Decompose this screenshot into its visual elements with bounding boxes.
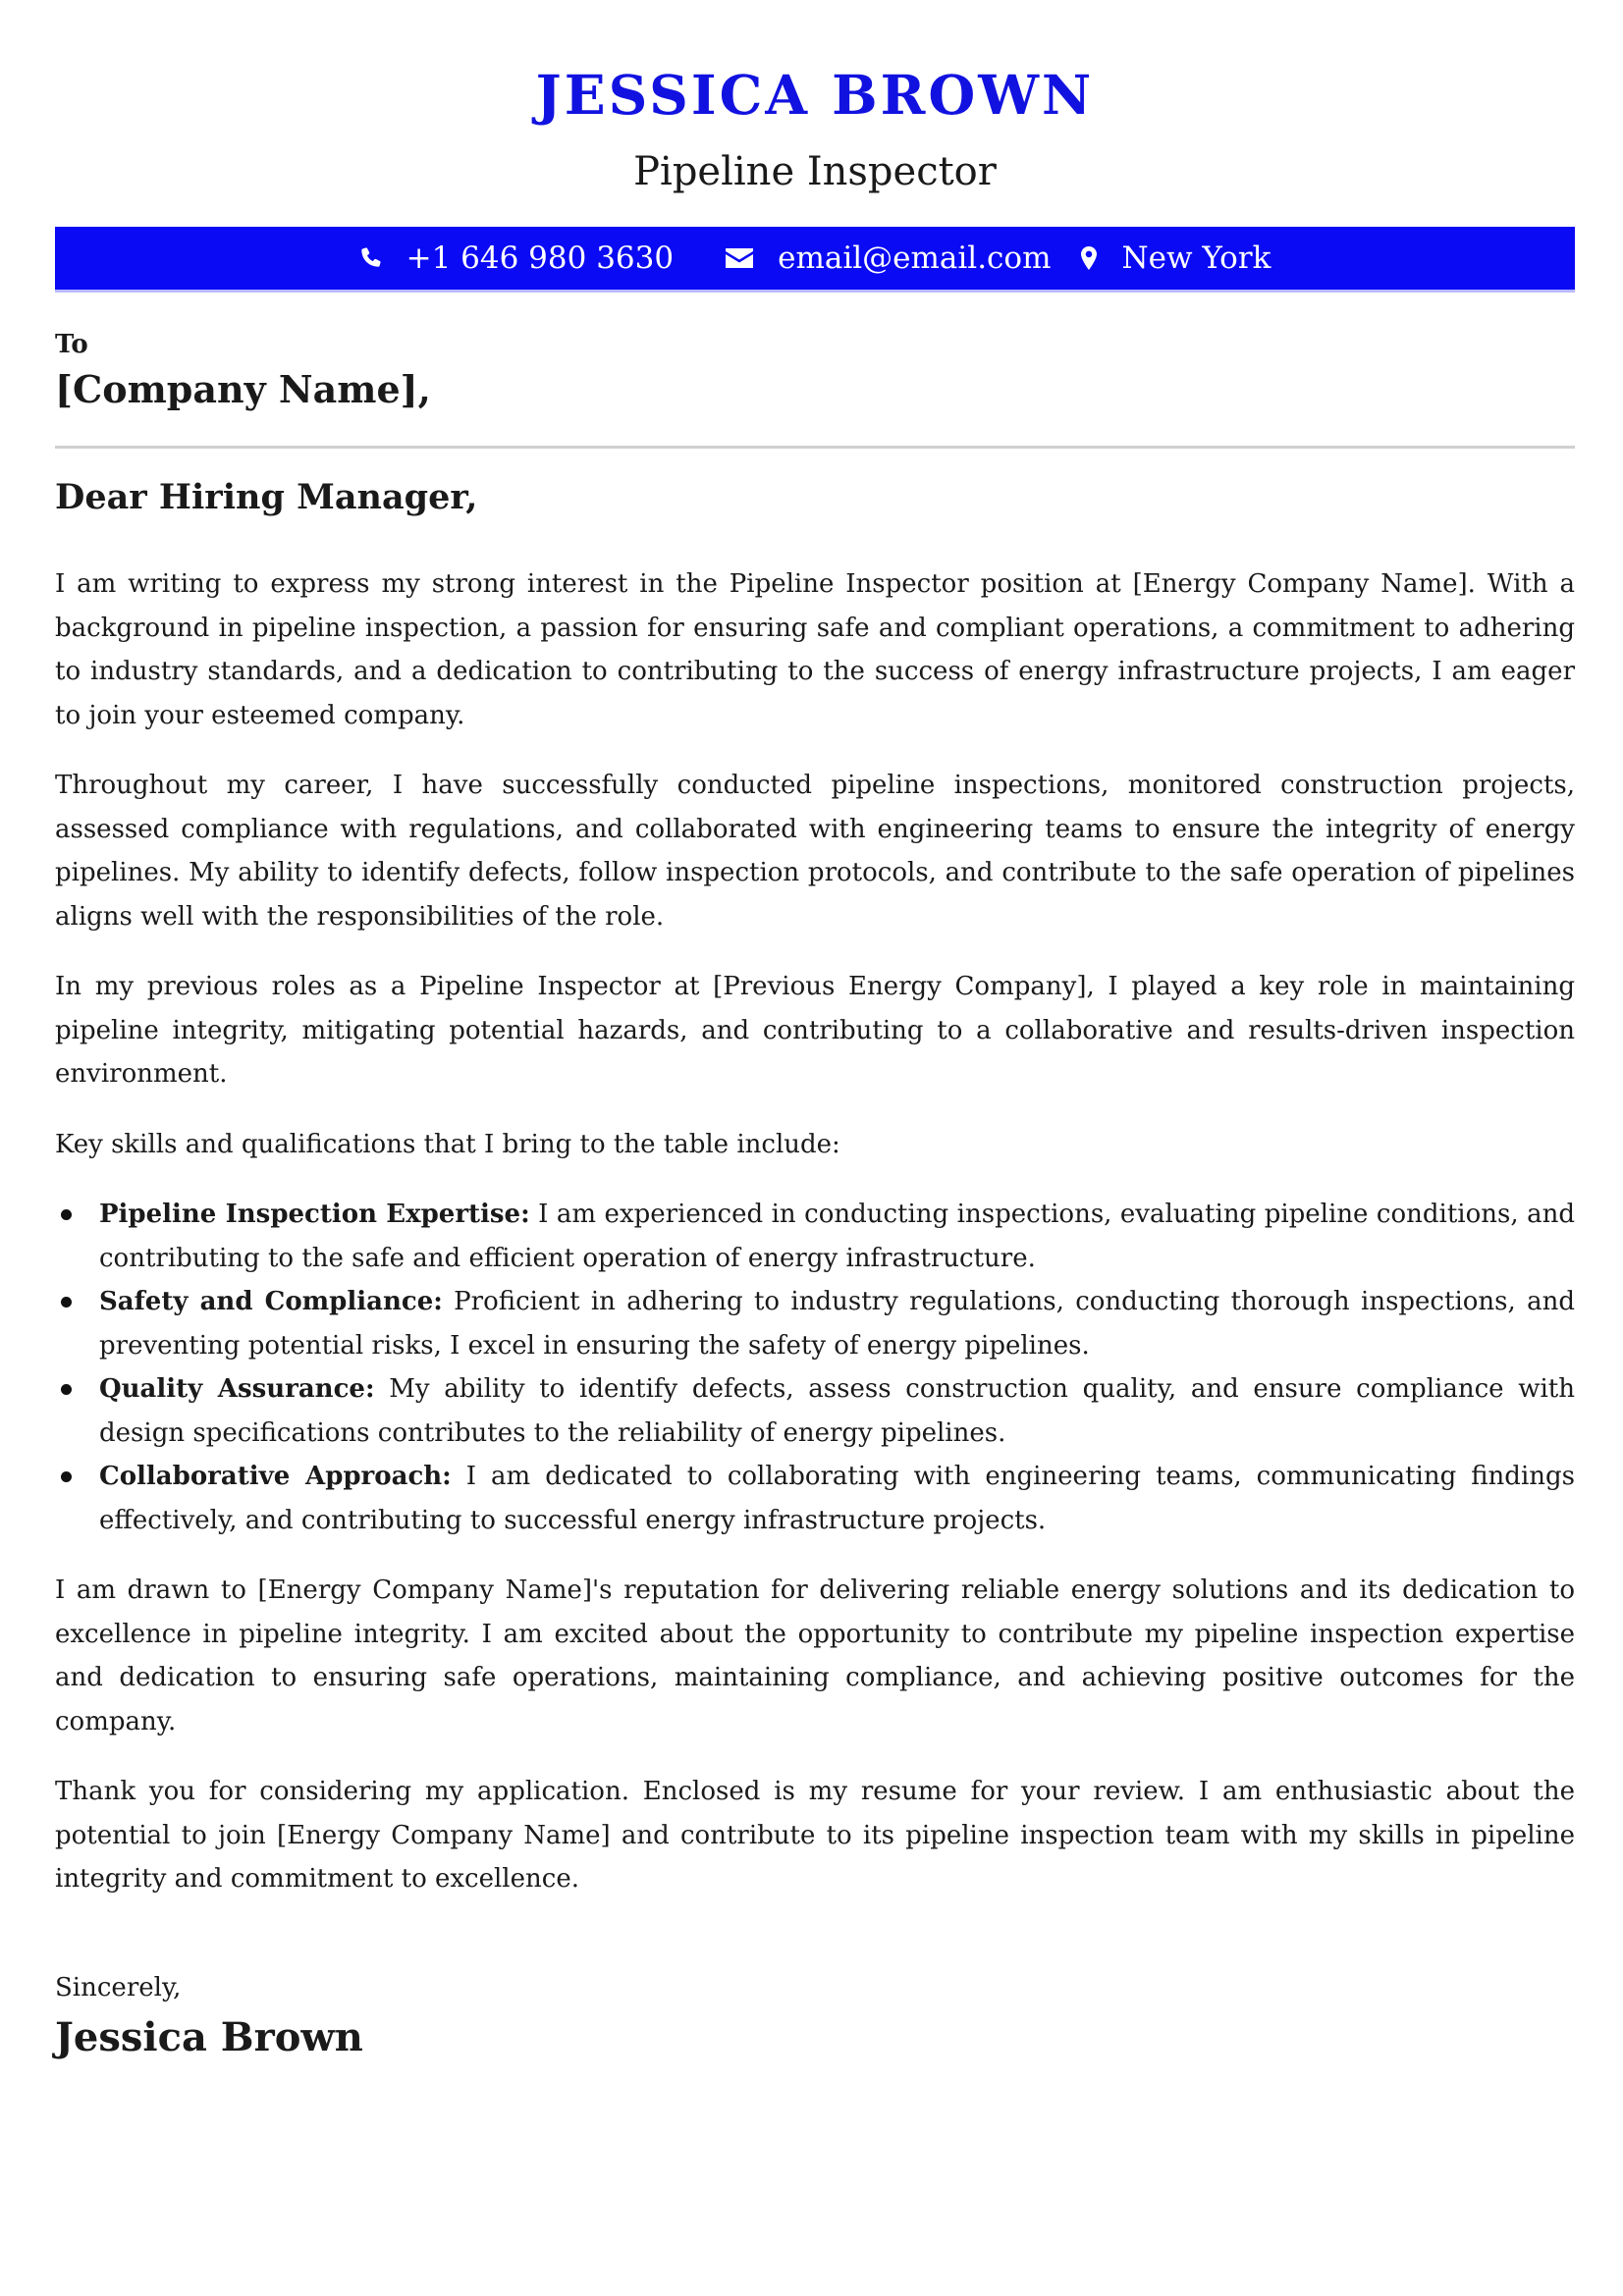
cover-letter-page (55, 0, 1575, 2062)
job-title: Pipeline Inspector (633, 149, 997, 194)
paragraph: In my previous roles as a Pipeline Inspector at [Previous Energy Company], I played a key role in maintaining pipeline integrity, mitigating potential hazards, and contributing to a collaborative and results-driven inspection environment. (55, 972, 1575, 1089)
phone-number[interactable]: +1 646 980 3630 (406, 240, 675, 276)
email-address[interactable]: email@email.com (778, 240, 1052, 276)
applicant-name: JESSICA BROWN (535, 63, 1095, 127)
skill-text: I am experienced in conducting inspections, evaluating pipeline conditions, and contributing to the safe and efficient operation of energy infrastructure. (99, 1200, 1575, 1273)
location-text: New York (1121, 240, 1271, 276)
skill-text: My ability to identify defects, assess construction quality, and ensure compliance with design specifications contributes to the reliability of energy pipelines. (99, 1374, 1575, 1448)
paragraph: I am writing to express my strong interest in the Pipeline Inspector position at [Energy Company Name]. With a background in pipeline inspection, a passion for ensuring safe and compliant operations, a commitment to adhering to industry standards, and a dedication to contributing to the success of energy infrastructure projects, I am eager to join your esteemed company. (55, 569, 1575, 730)
skill-text: I am dedicated to collaborating with engineering teams, communicating findings effectively, and contributing to successful energy infrastructure projects. (99, 1462, 1575, 1535)
bullet-icon (61, 1209, 72, 1220)
contact-email (725, 240, 1051, 276)
contact-bar (55, 227, 1575, 293)
map-marker-icon (1080, 245, 1098, 271)
phone-icon (359, 246, 383, 270)
skill-label: Safety and Compliance: (99, 1287, 443, 1316)
paragraph: Key skills and qualifications that I bring to the table include: (55, 1129, 840, 1159)
bullet-icon (61, 1384, 72, 1395)
list-item (55, 1455, 1575, 1542)
contact-phone (359, 240, 675, 276)
company-name: [Company Name], (55, 367, 431, 411)
greeting: Dear Hiring Manager, (55, 477, 478, 517)
bullet-icon (61, 1471, 72, 1482)
sign-off: Sincerely, (55, 1972, 182, 2002)
paragraph: I am drawn to [Energy Company Name]'s reputation for delivering reliable energy solutions and its dedication to excellence in pipeline integrity. I am excited about the opportunity to contribute my pipeline inspection expertise and dedication to ensuring safe operations, maintaining compliance, and achieving positive outcomes for the company. (55, 1575, 1575, 1736)
skill-label: Collaborative Approach: (99, 1462, 452, 1491)
list-item (55, 1367, 1575, 1455)
divider (55, 446, 1575, 449)
bullet-icon (61, 1297, 72, 1308)
skill-text: Proficient in adhering to industry regulations, conducting thorough inspections, and preventing potential risks, I excel in ensuring the safety of energy pipelines. (99, 1287, 1575, 1361)
list-item (55, 1193, 1575, 1280)
contact-location (1080, 240, 1271, 276)
skill-label: Quality Assurance: (99, 1374, 375, 1404)
skill-label: Pipeline Inspection Expertise: (99, 1200, 530, 1229)
letter-body (55, 562, 1575, 1901)
list-item (55, 1280, 1575, 1367)
envelope-icon (725, 247, 754, 269)
signature-name: Jessica Brown (55, 2013, 363, 2060)
to-label: To (55, 330, 88, 359)
paragraph: Thank you for considering my application. Enclosed is my resume for your review. I am enthusiastic about the potential to join [Energy Company Name] and contribute to its pipeline inspection team with my skills in pipeline integrity and commitment to excellence. (55, 1777, 1575, 1894)
skills-list (55, 1193, 1575, 1542)
paragraph: Throughout my career, I have successfully conducted pipeline inspections, monitored construction projects, assessed compliance with regulations, and collaborated with engineering teams to ensure the integrity of energy pipelines. My ability to identify defects, follow inspection protocols, and contribute to the safe operation of pipelines aligns well with the responsibilities of the role. (55, 771, 1575, 932)
